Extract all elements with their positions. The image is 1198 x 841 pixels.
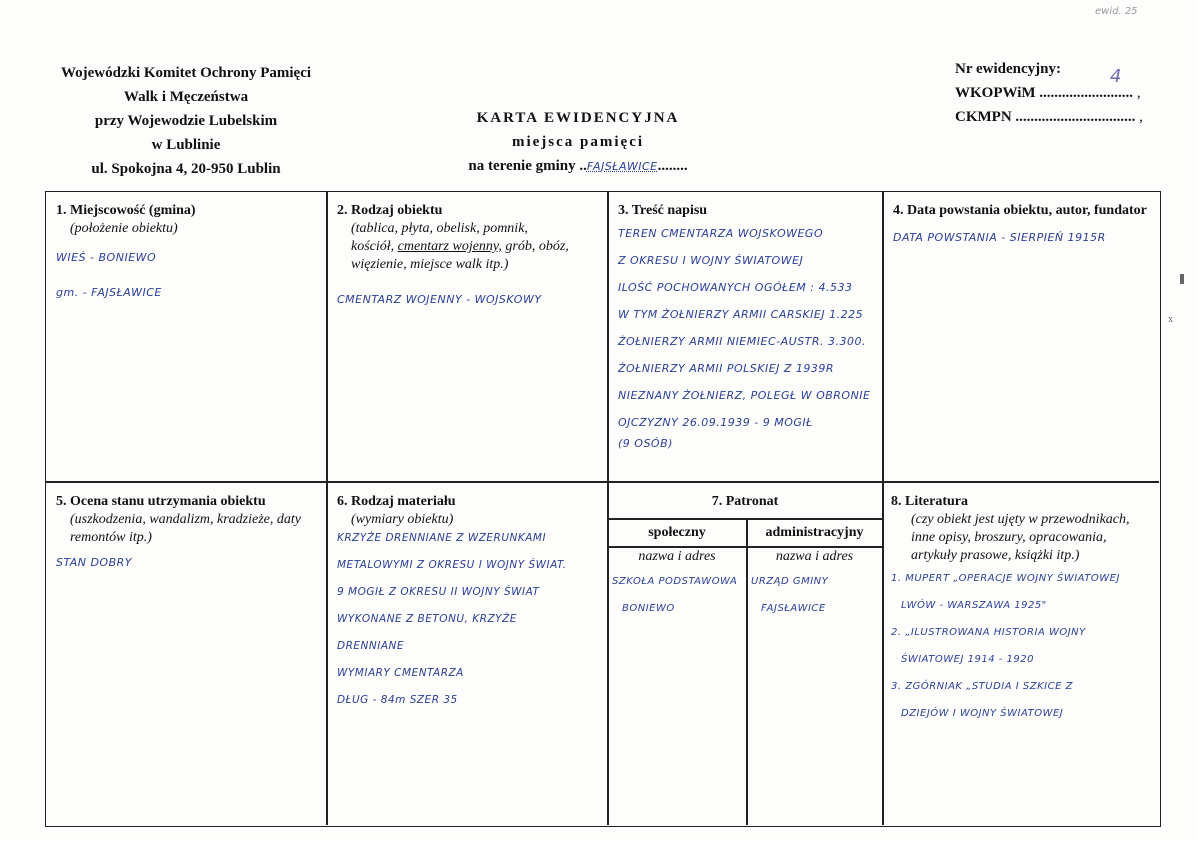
edge-mark-small: x — [1168, 314, 1173, 325]
handwritten-entry: SZKOŁA PODSTAWOWA BONIEWO — [612, 576, 738, 614]
section-title: 6. Rodzaj materiału — [337, 494, 456, 509]
section-object-type — [327, 192, 607, 481]
section-subtitle: (uszkodzenia, wandalizm, kradzieże, daty remontów itp.) — [70, 512, 301, 545]
org-line: przy Wojewodzie Lubelskim — [94, 113, 278, 129]
patronat-col-admin — [747, 520, 882, 622]
handwritten-entry: CMENTARZ WOJENNY - WOJSKOWY — [337, 293, 542, 306]
gmina-prefix: na terenie gminy .. — [468, 158, 587, 174]
section-title: 7. Patronat — [711, 494, 779, 509]
wkopwim-label: WKOPWiM ......................... , — [955, 85, 1141, 101]
card-title: KARTA EWIDENCYJNA — [476, 110, 680, 126]
section-location — [46, 192, 326, 481]
section-title: 4. Data powstania obiektu, autor, fundator — [893, 203, 1147, 218]
org-line: Wojewódzki Komitet Ochrony Pamięci — [60, 65, 312, 81]
section-inscription — [608, 192, 882, 481]
org-line: Walk i Męczeństwa — [123, 89, 249, 105]
section-subtitle: (tablica, płyta, obelisk, pomnik, kościół, cmentarz wojenny, grób, obóz, więzienie, miejsce walk itp.) — [351, 221, 569, 272]
section-subtitle: (wymiary obiektu) — [351, 512, 454, 527]
handwritten-entry: 1. MUPERT „OPERACJE WOJNY ŚWIATOWEJ LWÓW - WARSZAWA 1925" 2. „ILUSTROWANA HISTORIA WOJNY ŚWIATOWEJ 1914 - 1920 3. ZGÓRNIAK „STUDIA I SZKICE Z DZIEJÓW I WOJNY ŚWIATOWEJ — [891, 573, 1120, 719]
section-material — [327, 483, 607, 825]
handwritten-entry: DATA POWSTANIA - SIERPIEŃ 1915R — [893, 231, 1106, 244]
section-title: 1. Miejscowość (gmina) — [56, 203, 196, 218]
edge-mark — [1180, 274, 1184, 284]
nr-label: Nr ewidencyjny: — [955, 61, 1061, 77]
col-subheader: nazwa i adres — [638, 549, 716, 564]
ckmpn-label: CKMPN ................................ , — [955, 109, 1143, 125]
col-header-admin: administracyjny — [765, 525, 864, 540]
gmina-suffix: ........ — [657, 158, 688, 174]
org-line: w Lublinie — [151, 137, 221, 153]
organization-header — [55, 61, 317, 181]
gmina-line — [430, 154, 726, 179]
section-patronage — [608, 483, 882, 825]
col-subheader: nazwa i adres — [775, 549, 854, 564]
org-line: ul. Spokojna 4, 20-950 Lublin — [91, 161, 281, 177]
card-title-block — [430, 106, 726, 179]
section-title: 5. Ocena stanu utrzymania obiektu — [56, 494, 266, 509]
patronat-col-social — [608, 520, 746, 622]
section-title: 8. Literatura — [891, 494, 968, 509]
corner-pencil-note: ewid. 25 — [1095, 6, 1138, 17]
handwritten-entry: URZĄD GMINY FAJSŁAWICE — [751, 576, 829, 614]
section-title: 2. Rodzaj obiektu — [337, 203, 443, 218]
nr-value: 4 — [1110, 66, 1122, 87]
record-grid — [45, 191, 1161, 827]
registry-block — [955, 57, 1170, 129]
handwritten-entry: TEREN CMENTARZA WOJSKOWEGO Z OKRESU I WOJNY ŚWIATOWEJ ILOŚĆ POCHOWANYCH OGÓŁEM : 4.533 W TYM ŻOŁNIERZY ARMII CARSKIEJ 1.225 ŻOŁNIERZY ARMII NIEMIEC-AUSTR. 3.300. ŻOŁNIERZY ARMII POLSKIEJ Z 1939R NIEZNANY ŻOŁNIERZ, POLEGŁ W OBRONIE OJCZYZNY 26.09.1939 - 9 MOGIŁ (9 OSÓB) — [618, 227, 871, 450]
section-creation-date — [883, 192, 1159, 481]
handwritten-entry: STAN DOBRY — [56, 556, 132, 569]
handwritten-entry: WIEŚ - BONIEWO gm. - FAJSŁAWICE — [56, 251, 162, 299]
gmina-value: FAJSŁAWICE — [586, 160, 658, 173]
section-subtitle: (położenie obiektu) — [70, 221, 178, 236]
handwritten-entry: KRZYŻE DRENNIANE Z WZERUNKAMI METALOWYMI Z OKRESU I WOJNY ŚWIAT. 9 MOGIŁ Z OKRESU II WOJNY ŚWIAT WYKONANE Z BETONU, KRZYŻE DRENNIANE WYMIARY CMENTARZA DŁUG - 84m SZER 35 — [337, 532, 567, 706]
card-subtitle: miejsca pamięci — [511, 134, 645, 150]
section-literature — [883, 483, 1159, 825]
section-condition — [46, 483, 326, 825]
col-header-social: społeczny — [648, 525, 706, 540]
section-title: 3. Treść napisu — [618, 203, 708, 218]
section-subtitle: (czy obiekt jest ujęty w przewodnikach, inne opisy, broszury, opracowania, artykuły prasowe, książki itp.) — [911, 512, 1130, 563]
